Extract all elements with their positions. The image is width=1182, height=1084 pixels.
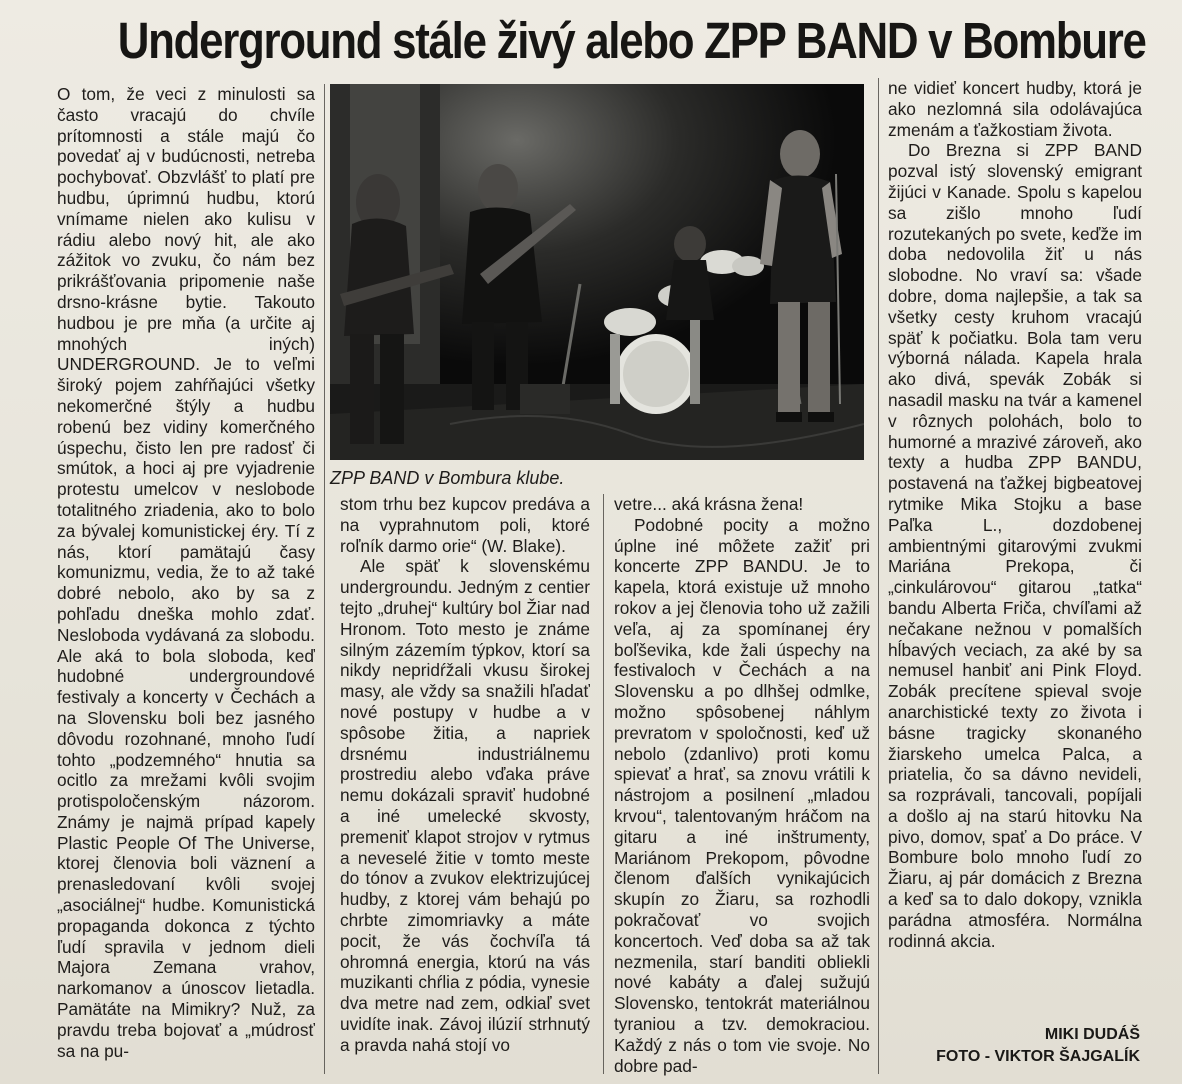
paragraph: O tom, že veci z minulosti sa často vracajú do chvíle prítomnosti a stále majú čo povedať aj v budúcnosti, netreba pochybovať. Obzvlášť to platí pre hudbu, úprimnú hudbu, ktorú vnímame nielen ako kulisu v rádiu alebo nový hit, ale ako zážitok vo zvuku, čo nám bez prikrášťovania pripomenie naše drsno-krásne bytie. Takouto hudbou je pre mňa (a určite aj mnohých iných) UNDERGROUND. Je to veľmi široký pojem zahŕňajúci všetky nekomerčné štýly a hudbu robenú bez vidiny komerčného úspechu, čisto len pre radosť či smútok, a hoci aj pre vyjadrenie protestu umelcov v neslobode totalitného zriadenia, ako to bolo za bývalej komunistickej éry. Tí z nás, ktorí pamätajú časy komunizmu, vedia, že to až také dobré nebolo, ako by sa z pohľadu dneška mohlo zdať. Nesloboda vydávaná za slobodu. Ale aká to bola sloboda, keď hudobné undergroundové festivaly a koncerty v Čechách a na Slovensku boli bez jasného dôvodu rozohnané, mnoho ľudí tohto „podzemného“ hnutia sa ocitlo za mrežami kvôli svojim protispoločenským názorom. Známy je najmä prípad kapely Plastic People Of The Universe, ktorej členovia boli väznení a prenasledovaní kvôli svojej „asociálnej“ hudbe. Komunistická propaganda dokonca z týchto ľudí spravila v jednom dieli Majora Zemana vrahov, narkomanov a únoscov lietadla. Pamätáte na Mimikry? Nuž, za pravdu treba bojovať a „múdrosť sa na pu-: [57, 84, 315, 1061]
photo-caption: ZPP BAND v Bombura klube.: [330, 468, 565, 488]
paragraph: Ale späť k slovenskému undergroundu. Jedným z centier tejto „druhej“ kultúry bol Žiar nad Hronom. Toto mesto je známe silným zázemím týpkov, ktorí sa nikdy nepridŕžali vkusu širokej masy, ale vždy sa snažili hľadať nové postupy v hudbe a v spôsobe žitia, a napriek drsnému industriálnemu prostrediu alebo vďaka práve nemu dokázali spraviť hudobné a iné umelecké skvosty, premeniť klapot strojov v rytmus a neveselé žitie v tomto meste do tónov a zvukov elektrizujúcej hudby, z ktorej vám behajú po chrbte zimomriavky a máte pocit, že vás čochvíľa tá ohromná energia, ktorú na vás muzikanti chŕlia z pódia, vynesie dva metre nad zem, odkiaľ svet uvidíte inak. Závoj ilúzií strhnutý a pravda nahá stojí vo: [340, 556, 590, 1055]
paragraph: stom trhu bez kupcov predáva a na vyprahnutom poli, ktoré roľník darmo orie“ (W. Blake).: [340, 494, 590, 556]
column-divider: [324, 84, 325, 1074]
article-column-4: [888, 78, 1142, 1008]
paragraph: vetre... aká krásna žena!: [614, 494, 804, 514]
author-name: MIKI DUDÁŠ: [1044, 1026, 1140, 1043]
paragraph: ne vidieť koncert hudby, ktorá je ako nezlomná sila odolávajúca zmenám a ťažkostiam života.: [888, 78, 1142, 140]
concert-photo: [330, 84, 864, 460]
band-on-stage-image: [330, 84, 864, 460]
paragraph: Podobné pocity a možno úplne iné môžete zažiť pri koncerte ZPP BANDU. Je to kapela, ktorá existuje už mnoho rokov a jej členovia toho už zažili veľa, aj za spomínanej éry boľševika, kde žali úspechy na festivaloch v Čechách a na Slovensku a po dlhšej odmlke, možno spôsobenej náhlym prevratom v spoločnosti, keď už nebolo (zdanlivo) proti komu spievať a hrať, sa znovu vrátili k nástrojom a posilnení „mladou krvou“, talentovaným hráčom na gitaru a iné inštrumenty, Mariánom Prekopom, pôvodne členom ďalších vynikajúcich skupín zo Žiaru, sa rozhodli pokračovať vo svojich koncertoch. Veď doba sa až tak nezmenila, starí banditi obliekli nové kabáty a ďalej sužujú Slovensko, tentokrát materiálnou tyraniou a tzv. demokraciou. Každý z nás o tom vie svoje. No dobre pad-: [614, 514, 870, 1076]
article-column-1: [57, 84, 315, 1082]
column-divider: [878, 78, 879, 1074]
article-column-2: [340, 494, 590, 1082]
article-column-3: [614, 494, 870, 1082]
paragraph: Do Brezna si ZPP BAND pozval istý slovenský emigrant žijúci v Kanade. Spolu s kapelou sa zišlo mnoho ľudí rozutekaných po svete, keďže im doba nedovolila žiť u nás slobodne. No vraví sa: všade dobre, doma najlepšie, a tak sa všetky cesty kruhom vracajú späť k počiatku. Bola tam veru výborná nálada. Kapela hrala ako divá, spevák Zobák si nasadil masku na tvár a kamenel v rôznych polohách, bolo to humorné a mrazivé zároveň, ako texty a hudba ZPP BANDU, postavená na ťažkej bigbeatovej rytmike Mika Stojku a base Paľka L., dozdobenej ambientnými gitarovými zvukmi Mariána Prekopa, či „cinkulárovou“ gitarou „tatka“ bandu Alberta Friča, chvíľami až nečakane nežnou v pomalších hĺbavých veciach, za aké by sa nemusel hanbiť ani Pink Floyd. Zobák precítene spieval svoje anarchistické texty zo života i básne tragicky skonaného žiarskeho umelca Palca, a priatelia, čo sa dávno nevideli, sa rozprávali, tancovali, popíjali a došlo aj na starú hitovku Na pivo, domov, spať a Do práce. V Bombure bolo mnoho ľudí zo Žiaru, aj pár domácich z Brezna a keď sa to dalo dokopy, vznikla parádna atmosféra. Normálna rodinná akcia.: [888, 140, 1142, 951]
photo-credit: FOTO - VIKTOR ŠAJGALÍK: [936, 1048, 1140, 1065]
column-divider: [603, 494, 604, 1074]
byline: [890, 1024, 1140, 1068]
headline: Underground stále živý alebo ZPP BAND v Bombure: [117, 12, 1146, 69]
